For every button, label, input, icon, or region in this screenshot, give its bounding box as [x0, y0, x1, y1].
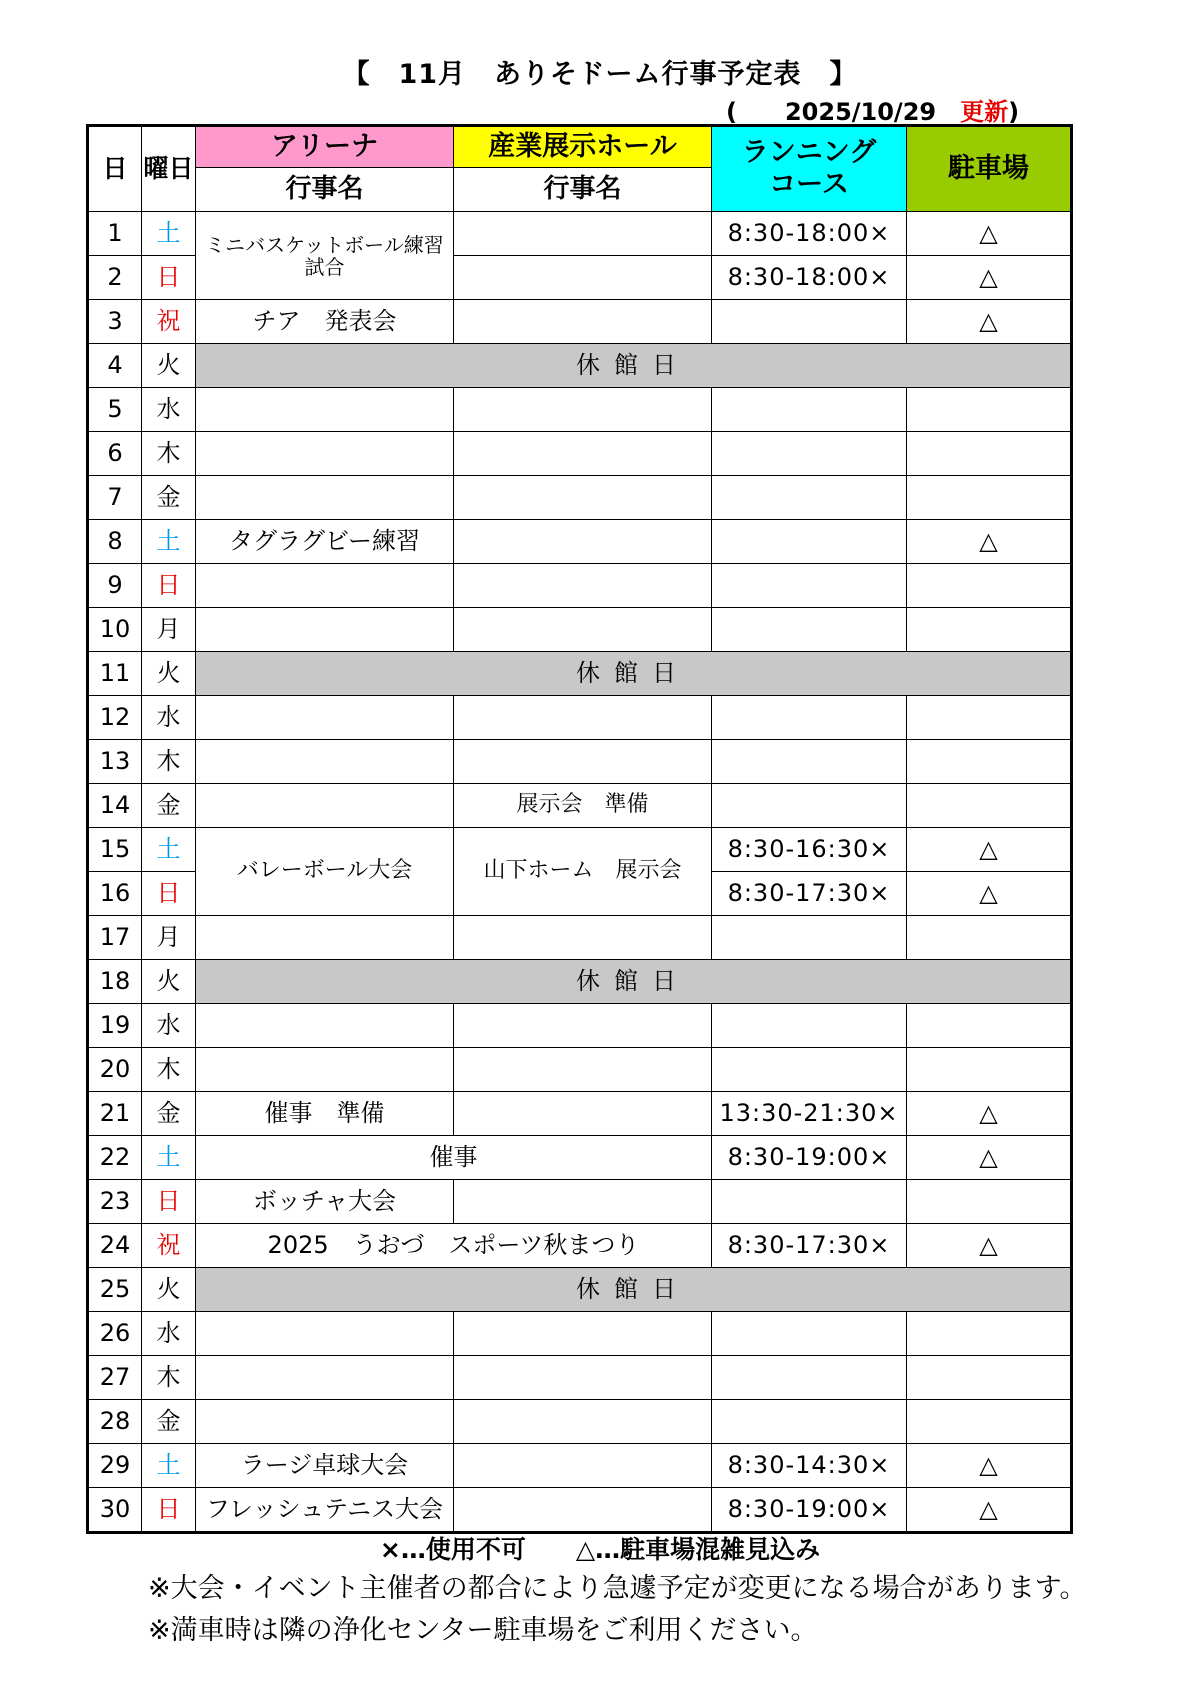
closed-day-banner: 休館日 — [196, 344, 1072, 388]
parking-mark: △ — [907, 872, 1072, 916]
day-cell: 6 — [88, 432, 142, 476]
hall-event — [454, 1444, 712, 1488]
parking-mark — [907, 476, 1072, 520]
page-title: 【 11月 ありそドーム行事予定表 】 — [342, 59, 858, 90]
running-time — [712, 1400, 907, 1444]
note-parking-overflow: ※満車時は隣の浄化センター駐車場をご利用ください。 — [148, 1615, 818, 1646]
header-arena: アリーナ — [196, 126, 454, 168]
header-running-line1: ランニング — [741, 136, 877, 168]
weekday-cell: 日 — [142, 256, 196, 300]
arena-event: バレーボール大会 — [196, 828, 454, 916]
day-cell: 7 — [88, 476, 142, 520]
day-cell: 16 — [88, 872, 142, 916]
hall-event — [454, 740, 712, 784]
day-cell: 5 — [88, 388, 142, 432]
parking-mark — [907, 1180, 1072, 1224]
weekday-cell: 水 — [142, 696, 196, 740]
day-cell: 10 — [88, 608, 142, 652]
table-row — [88, 1004, 1072, 1048]
arena-event: タグラグビー練習 — [196, 520, 454, 564]
weekday-cell: 金 — [142, 476, 196, 520]
updated-label: 更新 — [960, 98, 1009, 126]
parking-mark — [907, 1356, 1072, 1400]
running-time: 8:30-14:30× — [712, 1444, 907, 1488]
running-time — [712, 1356, 907, 1400]
day-cell: 12 — [88, 696, 142, 740]
running-time — [712, 388, 907, 432]
running-time: 8:30-17:30× — [712, 1224, 907, 1268]
weekday-cell: 火 — [142, 1268, 196, 1312]
hall-event — [454, 388, 712, 432]
day-cell: 15 — [88, 828, 142, 872]
parking-mark — [907, 1004, 1072, 1048]
day-cell: 26 — [88, 1312, 142, 1356]
arena-event — [196, 388, 454, 432]
closed-day-banner: 休館日 — [196, 960, 1072, 1004]
running-time — [712, 608, 907, 652]
hall-event: 展示会 準備 — [454, 784, 712, 828]
arena-event — [196, 1400, 454, 1444]
table-row — [88, 1092, 1072, 1136]
running-time: 8:30-18:00× — [712, 212, 907, 256]
hall-event — [454, 476, 712, 520]
day-cell: 3 — [88, 300, 142, 344]
running-time — [712, 1312, 907, 1356]
running-time: 8:30-17:30× — [712, 872, 907, 916]
weekday-cell: 木 — [142, 740, 196, 784]
hall-event — [454, 1048, 712, 1092]
running-time — [712, 916, 907, 960]
weekday-cell: 土 — [142, 1444, 196, 1488]
header-arena-event-name: 行事名 — [196, 168, 454, 212]
weekday-cell: 土 — [142, 1136, 196, 1180]
running-time — [712, 784, 907, 828]
parking-mark — [907, 784, 1072, 828]
day-cell: 2 — [88, 256, 142, 300]
parking-mark: △ — [907, 256, 1072, 300]
day-cell: 1 — [88, 212, 142, 256]
day-cell: 20 — [88, 1048, 142, 1092]
updated-date — [726, 92, 1019, 127]
table-row — [88, 1312, 1072, 1356]
running-time: 8:30-19:00× — [712, 1136, 907, 1180]
weekday-cell: 月 — [142, 916, 196, 960]
note-schedule-change: ※大会・イベント主催者の都合により急遽予定が変更になる場合があります。 — [148, 1573, 1087, 1604]
arena-event: ボッチャ大会 — [196, 1180, 454, 1224]
arena-event — [196, 476, 454, 520]
arena-event — [196, 916, 454, 960]
hall-event — [454, 1356, 712, 1400]
hall-event — [454, 1312, 712, 1356]
closed-day-banner: 休館日 — [196, 652, 1072, 696]
day-cell: 30 — [88, 1488, 142, 1533]
legend: ×…使用不可 △…駐車場混雑見込み — [379, 1535, 821, 1564]
hall-event — [454, 432, 712, 476]
running-time: 8:30-16:30× — [712, 828, 907, 872]
running-time — [712, 1048, 907, 1092]
parking-mark — [907, 1400, 1072, 1444]
running-time: 8:30-18:00× — [712, 256, 907, 300]
arena-event — [196, 608, 454, 652]
parking-mark — [907, 388, 1072, 432]
weekday-cell: 木 — [142, 432, 196, 476]
arena-event — [196, 564, 454, 608]
day-cell: 27 — [88, 1356, 142, 1400]
weekday-cell: 土 — [142, 212, 196, 256]
table-row — [88, 784, 1072, 828]
arena-event: フレッシュテニス大会 — [196, 1488, 454, 1533]
weekday-cell: 火 — [142, 652, 196, 696]
table-row — [88, 520, 1072, 564]
hall-event — [454, 1400, 712, 1444]
updated-date-text: ( 2025/10/29 — [726, 98, 961, 126]
day-cell: 29 — [88, 1444, 142, 1488]
arena-event: ミニバスケットボール練習試合 — [196, 212, 454, 300]
weekday-cell: 日 — [142, 564, 196, 608]
table-row — [88, 1488, 1072, 1533]
header-row — [88, 126, 1072, 168]
weekday-cell: 木 — [142, 1048, 196, 1092]
running-time — [712, 1180, 907, 1224]
hall-event — [454, 1180, 712, 1224]
header-parking: 駐車場 — [907, 126, 1072, 212]
hall-event — [454, 212, 712, 256]
hall-event — [454, 1092, 712, 1136]
header-hall: 産業展示ホール — [454, 126, 712, 168]
hall-event — [454, 520, 712, 564]
day-cell: 21 — [88, 1092, 142, 1136]
weekday-cell: 金 — [142, 1092, 196, 1136]
parking-mark — [907, 740, 1072, 784]
table-row — [88, 1136, 1072, 1180]
day-cell: 19 — [88, 1004, 142, 1048]
table-row — [88, 1356, 1072, 1400]
running-time — [712, 696, 907, 740]
hall-event — [454, 1488, 712, 1533]
weekday-cell: 金 — [142, 784, 196, 828]
table-row — [88, 300, 1072, 344]
parking-mark — [907, 1048, 1072, 1092]
weekday-cell: 土 — [142, 828, 196, 872]
running-time — [712, 1004, 907, 1048]
hall-event — [454, 916, 712, 960]
parking-mark: △ — [907, 1136, 1072, 1180]
parking-mark — [907, 608, 1072, 652]
arena-event — [196, 740, 454, 784]
running-time — [712, 520, 907, 564]
schedule-table — [86, 124, 1073, 1534]
updated-close: ) — [1008, 98, 1020, 126]
weekday-cell: 祝 — [142, 1224, 196, 1268]
arena-event: チア 発表会 — [196, 300, 454, 344]
hall-event — [454, 608, 712, 652]
hall-event — [454, 696, 712, 740]
weekday-cell: 火 — [142, 344, 196, 388]
table-row — [88, 608, 1072, 652]
header-day: 日 — [88, 126, 142, 212]
weekday-cell: 土 — [142, 520, 196, 564]
table-row — [88, 652, 1072, 696]
hall-event — [454, 564, 712, 608]
arena-event — [196, 432, 454, 476]
day-cell: 9 — [88, 564, 142, 608]
arena-event — [196, 1004, 454, 1048]
weekday-cell: 火 — [142, 960, 196, 1004]
day-cell: 8 — [88, 520, 142, 564]
weekday-cell: 月 — [142, 608, 196, 652]
hall-event — [454, 300, 712, 344]
day-cell: 4 — [88, 344, 142, 388]
day-cell: 11 — [88, 652, 142, 696]
weekday-cell: 日 — [142, 872, 196, 916]
parking-mark: △ — [907, 300, 1072, 344]
weekday-cell: 金 — [142, 1400, 196, 1444]
day-cell: 14 — [88, 784, 142, 828]
table-row — [88, 212, 1072, 256]
table-row — [88, 344, 1072, 388]
combined-event: 催事 — [196, 1136, 712, 1180]
arena-event — [196, 696, 454, 740]
table-row — [88, 740, 1072, 784]
parking-mark: △ — [907, 1224, 1072, 1268]
day-cell: 25 — [88, 1268, 142, 1312]
table-row — [88, 696, 1072, 740]
table-row — [88, 564, 1072, 608]
table-row — [88, 476, 1072, 520]
day-cell: 28 — [88, 1400, 142, 1444]
weekday-cell: 祝 — [142, 300, 196, 344]
running-time: 8:30-19:00× — [712, 1488, 907, 1533]
weekday-cell: 日 — [142, 1488, 196, 1533]
header-hall-event-name: 行事名 — [454, 168, 712, 212]
table-row — [88, 916, 1072, 960]
parking-mark: △ — [907, 212, 1072, 256]
table-row — [88, 1180, 1072, 1224]
table-row — [88, 1048, 1072, 1092]
weekday-cell: 木 — [142, 1356, 196, 1400]
running-time: 13:30-21:30× — [712, 1092, 907, 1136]
arena-event — [196, 1312, 454, 1356]
weekday-cell: 水 — [142, 388, 196, 432]
header-weekday: 曜日 — [142, 126, 196, 212]
parking-mark: △ — [907, 1444, 1072, 1488]
running-time — [712, 300, 907, 344]
running-time — [712, 740, 907, 784]
parking-mark: △ — [907, 1092, 1072, 1136]
table-row — [88, 1268, 1072, 1312]
running-time — [712, 564, 907, 608]
hall-event — [454, 256, 712, 300]
header-running-course — [712, 126, 907, 212]
parking-mark — [907, 696, 1072, 740]
parking-mark: △ — [907, 828, 1072, 872]
weekday-cell: 水 — [142, 1312, 196, 1356]
parking-mark — [907, 432, 1072, 476]
table-row — [88, 828, 1072, 872]
arena-event — [196, 1356, 454, 1400]
day-cell: 24 — [88, 1224, 142, 1268]
weekday-cell: 水 — [142, 1004, 196, 1048]
parking-mark — [907, 1312, 1072, 1356]
day-cell: 18 — [88, 960, 142, 1004]
combined-event: 2025 うおづ スポーツ秋まつり — [196, 1224, 712, 1268]
parking-mark — [907, 564, 1072, 608]
day-cell: 17 — [88, 916, 142, 960]
table-row — [88, 960, 1072, 1004]
parking-mark: △ — [907, 1488, 1072, 1533]
arena-event — [196, 1048, 454, 1092]
hall-event — [454, 1004, 712, 1048]
closed-day-banner: 休館日 — [196, 1268, 1072, 1312]
day-cell: 22 — [88, 1136, 142, 1180]
hall-event: 山下ホーム 展示会 — [454, 828, 712, 916]
weekday-cell: 日 — [142, 1180, 196, 1224]
arena-event: 催事 準備 — [196, 1092, 454, 1136]
header-running-line2: コース — [769, 169, 849, 200]
day-cell: 13 — [88, 740, 142, 784]
arena-event — [196, 784, 454, 828]
table-row — [88, 388, 1072, 432]
table-row — [88, 432, 1072, 476]
running-time — [712, 432, 907, 476]
arena-event: ラージ卓球大会 — [196, 1444, 454, 1488]
table-row — [88, 1400, 1072, 1444]
parking-mark: △ — [907, 520, 1072, 564]
parking-mark — [907, 916, 1072, 960]
running-time — [712, 476, 907, 520]
table-row — [88, 1444, 1072, 1488]
table-row — [88, 1224, 1072, 1268]
day-cell: 23 — [88, 1180, 142, 1224]
